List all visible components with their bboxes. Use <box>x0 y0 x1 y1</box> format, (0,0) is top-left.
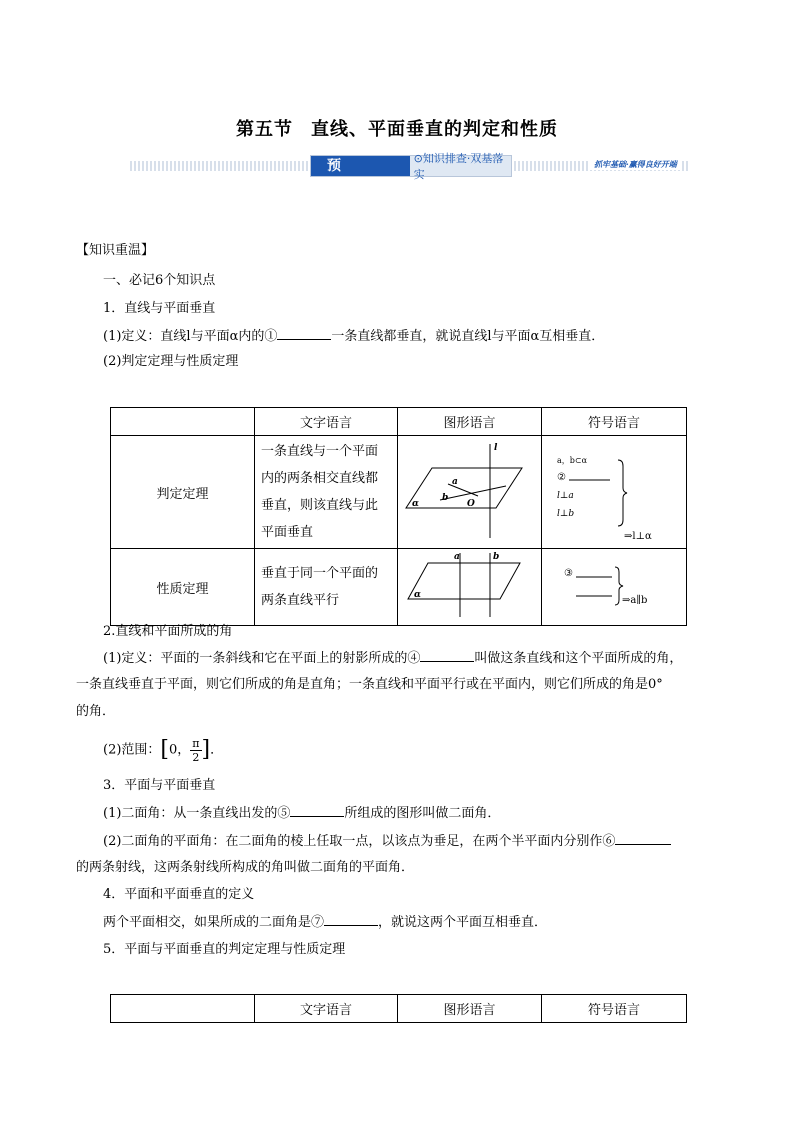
table1-header-row <box>111 408 687 436</box>
s3-plane-angle-cont: 的两条射线，这两条射线所构成的角叫做二面角的平面角． <box>76 860 415 875</box>
blank-5 <box>290 803 344 817</box>
s3-title: 3．平面与平面垂直 <box>103 778 216 793</box>
s2-range: (2)范围：[0， $\frac{\pi}{2}$ ]． <box>103 736 224 764</box>
svg-text:a: a <box>452 477 458 487</box>
row-text: 一条直线与一个平面 内的两条相交直线都 垂直，则该直线与此 平面垂直 <box>255 436 398 549</box>
row-symbol <box>542 549 687 626</box>
s3-plane-angle: (2)二面角的平面角：在二面角的棱上任取一点，以该点为垂足，在两个半平面内分别作⑥ <box>76 831 743 852</box>
s2-definition-cont: 一条直线垂直于平面，则它们所成的角是直角；一条直线和平面平行或在平面内，则它们所成的角是0° <box>76 677 663 692</box>
table1-row-property <box>111 549 687 626</box>
row-figure <box>398 549 542 626</box>
s1-title: 1．直线与平面垂直 <box>103 301 216 316</box>
s1-definition: (1)定义：直线l与平面α内的① 一条直线都垂直，就说直线l与平面α互相垂直． <box>76 326 743 347</box>
preview-banner <box>130 152 690 194</box>
banner-badge <box>310 152 512 194</box>
table1-row-judgement <box>111 436 687 549</box>
s4-title: 4．平面和平面垂直的定义 <box>103 887 255 902</box>
svg-text:③: ③ <box>564 568 573 579</box>
blank-6 <box>615 831 671 845</box>
table1-header-empty <box>111 408 255 436</box>
parallel-lines-figure <box>398 549 542 621</box>
s3-dihedral: (1)二面角：从一条直线出发的⑤ 所组成的图形叫做二面角． <box>76 803 743 824</box>
table1-header-text: 文字语言 <box>255 408 398 436</box>
pi-over-2: $\frac{\pi}{2}$ <box>192 736 200 764</box>
s2-definition-end: 的角． <box>76 704 116 719</box>
table2-header-row <box>111 995 687 1023</box>
table1-header-figure: 图形语言 <box>398 408 542 436</box>
section-name: 直线、平面垂直的判定和性质 <box>311 119 558 140</box>
row-symbol <box>542 436 687 549</box>
table2-header-empty <box>111 995 255 1023</box>
banner-subtitle: ⊙知识排查·双基落实 <box>413 152 504 181</box>
s1-sub2: (2)判定定理与性质定理 <box>103 354 239 369</box>
blank-1 <box>277 326 331 340</box>
row-text: 垂直于同一个平面的 两条直线平行 <box>255 549 398 626</box>
s5-title: 5．平面与平面垂直的判定定理与性质定理 <box>103 942 346 957</box>
banner-motto: 抓牢基础·赢得良好开端 <box>590 159 681 170</box>
table2-header-figure: 图形语言 <box>398 995 542 1023</box>
svg-text:b: b <box>442 493 449 503</box>
svg-text:α: α <box>414 590 421 600</box>
property-symbol-block <box>542 549 687 621</box>
judgement-symbol-block <box>542 436 687 544</box>
theorem-table-2 <box>110 994 687 1023</box>
blank-7 <box>324 912 378 926</box>
svg-text:⇒l⊥α: ⇒l⊥α <box>624 531 652 542</box>
table1-header-symbol: 符号语言 <box>542 408 687 436</box>
svg-text:l⊥b: l⊥b <box>557 509 575 519</box>
svg-text:⇒a∥b: ⇒a∥b <box>622 595 648 606</box>
row-figure <box>398 436 542 549</box>
s2-title: 2.直线和平面所成的角 <box>103 624 233 639</box>
svg-text:a，b⊂α: a，b⊂α <box>557 456 587 465</box>
svg-text:a: a <box>454 552 460 562</box>
line-plane-perpendicular-figure <box>398 436 542 544</box>
part-heading: 一、必记6个知识点 <box>103 273 216 288</box>
svg-text:②: ② <box>557 472 566 483</box>
theorem-table-1 <box>110 407 687 626</box>
blank-4 <box>420 648 474 662</box>
table2-header-text: 文字语言 <box>255 995 398 1023</box>
banner-tag: 预 习 <box>311 156 410 176</box>
svg-text:b: b <box>493 552 500 562</box>
s2-definition: (1)定义：平面的一条斜线和它在平面上的射影所成的④ 叫做这条直线和这个平面所成的角， <box>76 648 743 669</box>
section-number: 第五节 <box>236 119 293 140</box>
page-title <box>0 115 794 141</box>
row-name: 性质定理 <box>111 549 255 626</box>
svg-text:α: α <box>412 499 419 509</box>
table2-header-symbol: 符号语言 <box>542 995 687 1023</box>
knowledge-heading: 【知识重温】 <box>76 243 155 258</box>
row-name: 判定定理 <box>111 436 255 549</box>
svg-text:l⊥a: l⊥a <box>557 491 574 501</box>
s4-definition: 两个平面相交，如果所成的二面角是⑦ ，就说这两个平面互相垂直． <box>76 912 743 933</box>
svg-text:l: l <box>494 443 498 453</box>
svg-text:O: O <box>467 499 475 509</box>
